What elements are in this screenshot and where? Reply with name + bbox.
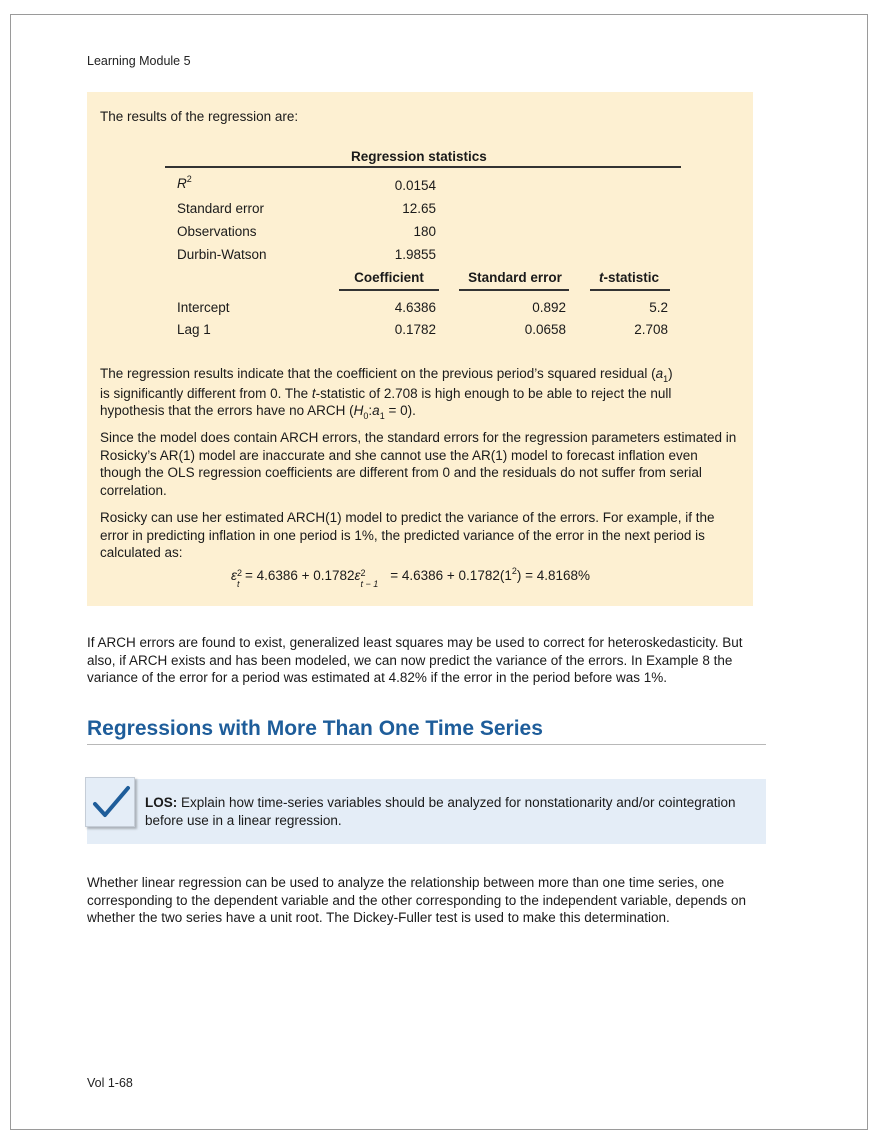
arch-gls-paragraph: If ARCH errors are found to exist, generalized least squares may be used to correct for heteroskedasticity. But also, if ARCH exists and has been modeled, we can now predict the variance of the errors. In Example 8 the variance of the error for a period was estimated at 4.82% if the error in the period before was 1%. [87, 635, 743, 685]
coef-value-lag1: 0.1782 [394, 322, 436, 337]
tstat-value-lag1: 2.708 [634, 322, 668, 337]
col-rule-t-statistic [590, 289, 670, 291]
unit-root-paragraph: Whether linear regression can be used to analyze the relationship between more than one time series, one corresponding to the dependent variable and the other corresponding to the independent variable, depends on whether the two series have a unit root. The Dickey-Fuller test is used to make this determination. [87, 875, 746, 925]
regression-stats-title: Regression statistics [351, 149, 487, 164]
los-statement: LOS: Explain how time-series variables should be analyzed for nonstationarity and/or cointegration before use in a linear regression. [145, 795, 736, 828]
col-head-coefficient: Coefficient [354, 270, 424, 285]
stat-value-durbin-watson: 1.9855 [394, 247, 436, 262]
arch-errors-paragraph: Since the model does contain ARCH errors, the standard errors for the regression parameters estimated in Rosicky’s AR(1) model are inaccurate and she cannot use the AR(1) model to forecast inflation even though the OLS regression coefficients are different from 0 and the residuals do not suffer from serial correlation. [100, 430, 737, 498]
variance-formula: ε 2 t = 4.6386 + 0.1782ε 2 t − 1 = $4.6386 + 0.1782(1^2) = 4.8168\%$ [231, 566, 591, 589]
coef-value-intercept: 4.6386 [394, 300, 436, 315]
stat-label-standard-error: Standard error [177, 201, 265, 216]
stderr-value-lag1: 0.0658 [524, 322, 566, 337]
col-rule-standard-error [459, 289, 569, 291]
stat-label-durbin-watson: Durbin-Watson [177, 247, 267, 262]
coef-label-lag1: Lag 1 [177, 322, 211, 337]
stat-value-standard-error: 12.65 [402, 201, 436, 216]
stat-value-observations: 180 [413, 224, 436, 239]
page-footer: Vol 1-68 [87, 1076, 133, 1090]
stat-label-r2: $R^2$ [177, 174, 192, 191]
tstat-value-intercept: 5.2 [649, 300, 668, 315]
stat-label-observations: Observations [177, 224, 257, 239]
stat-value-r2: 0.0154 [394, 178, 436, 193]
checkmark-icon [85, 777, 135, 827]
col-head-t-statistic: t-statistic [598, 270, 660, 285]
coef-label-intercept: Intercept [177, 300, 230, 315]
section-rule [87, 744, 766, 745]
interpretation-paragraph: The regression results indicate that the coefficient on the previous period’s squared residual $(a_1)$ is significantly different from 0. The t-statistic of 2.708 is high enough to be able to reject the null hypothesis that the errors have no ARCH $(H_0:a_1 = 0)$. [100, 366, 673, 421]
prediction-paragraph: Rosicky can use her estimated ARCH(1) model to predict the variance of the errors. For example, if the error in predicting inflation in one period is 1%, the predicted variance of the error in the next period is calculated as: [100, 510, 715, 560]
col-rule-coefficient [339, 289, 439, 291]
results-intro: The results of the regression are: [100, 109, 299, 124]
section-heading: Regressions with More Than One Time Series [87, 717, 543, 740]
stderr-value-intercept: 0.892 [532, 300, 566, 315]
example-box [87, 92, 753, 606]
stats-title-rule [165, 166, 681, 168]
running-header: Learning Module 5 [87, 54, 191, 68]
col-head-standard-error: Standard error [468, 270, 562, 285]
